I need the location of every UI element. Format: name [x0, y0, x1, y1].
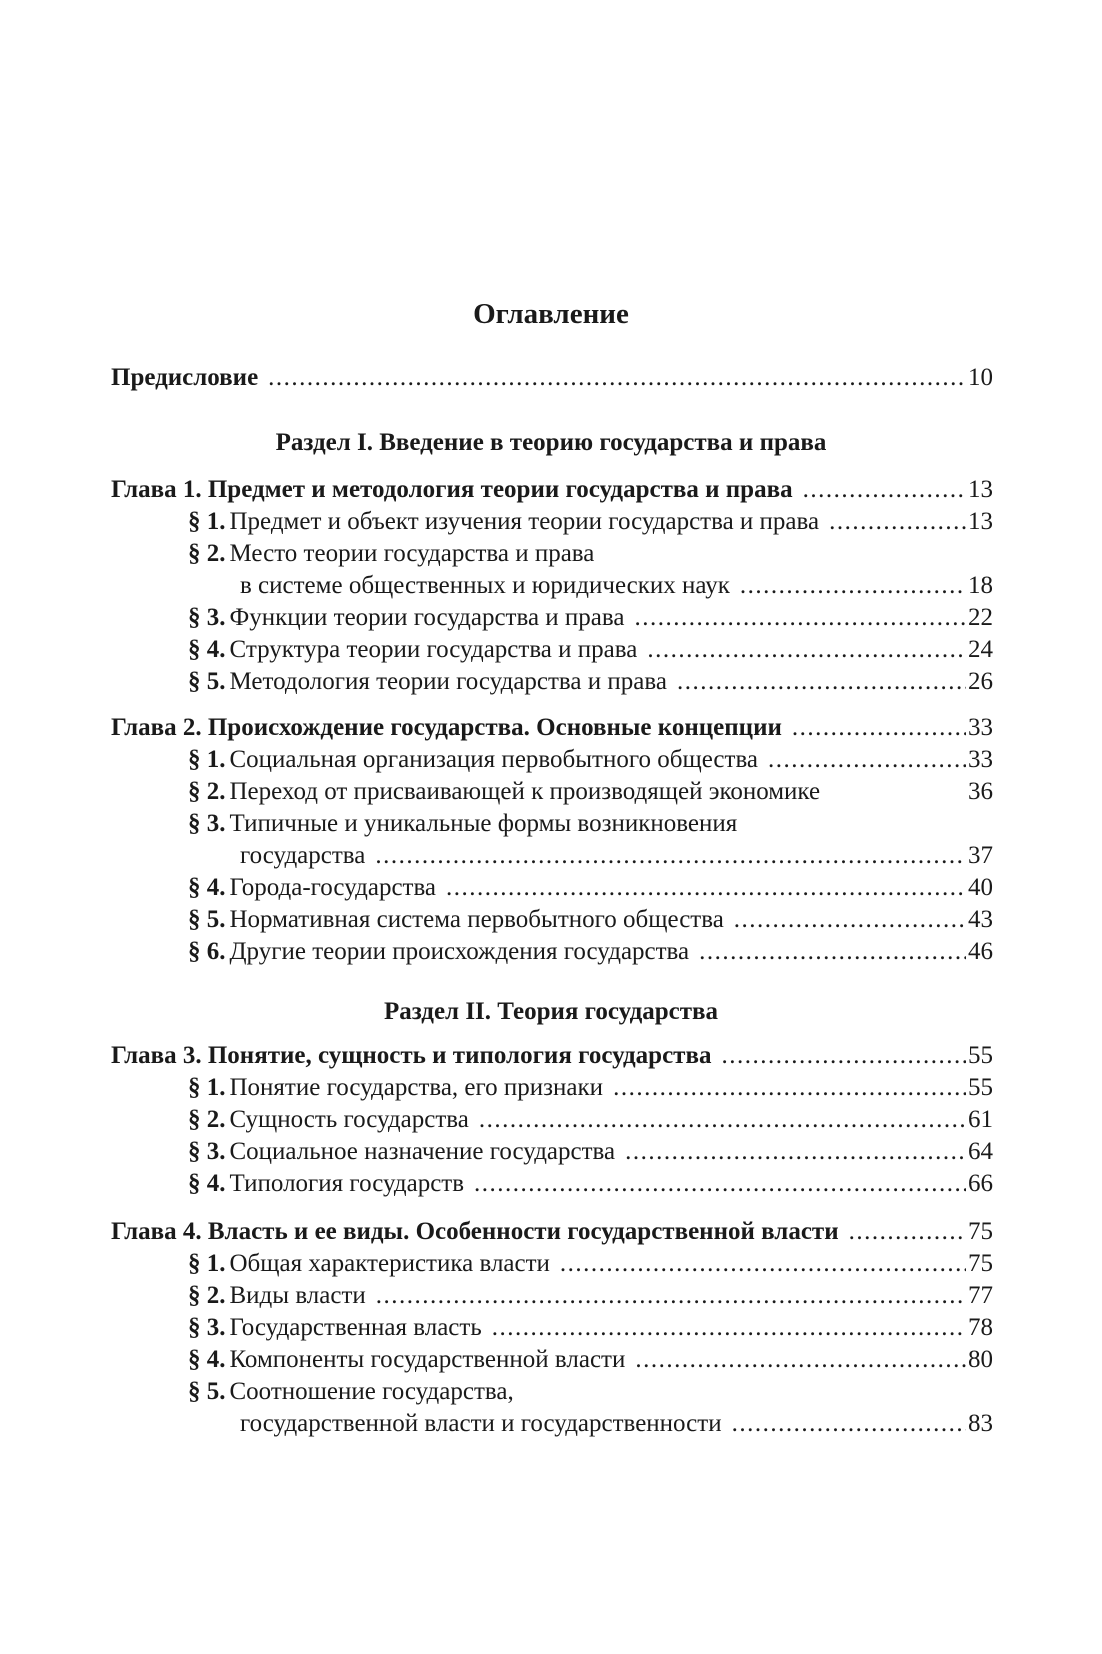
- leader-dots: [768, 744, 966, 776]
- paragraph-number: § 3.: [188, 1314, 226, 1341]
- leader-dots: [732, 1408, 966, 1440]
- leader-dots: [849, 1216, 966, 1248]
- toc-entry-4-5-cont[interactable]: [240, 1408, 993, 1440]
- leader-dots: [829, 506, 966, 538]
- entry-label: Глава 2. Происхождение государства. Основные концепции: [111, 714, 782, 741]
- paragraph-number: § 2.: [188, 1282, 226, 1309]
- section-heading-2: Раздел II. Теория государства: [383, 998, 719, 1025]
- paragraph-number: § 5.: [188, 668, 226, 695]
- entry-page: 55: [968, 1042, 993, 1069]
- paragraph-number: § 3.: [188, 810, 226, 837]
- entry-label: Понятие государства, его признаки: [229, 1074, 604, 1101]
- entry-page: 66: [968, 1170, 993, 1197]
- leader-dots: [721, 1040, 966, 1072]
- entry-label: Переход от присваивающей к производящей экономике: [229, 778, 821, 805]
- entry-page: 61: [968, 1106, 993, 1133]
- section-heading-1: Раздел I. Введение в теорию государства и права: [275, 429, 827, 456]
- entry-page: 33: [968, 746, 993, 773]
- entry-label: Глава 4. Власть и ее виды. Особенности государственной власти: [111, 1218, 839, 1245]
- paragraph-number: § 4.: [188, 1170, 226, 1197]
- entry-page: 80: [968, 1346, 993, 1373]
- entry-page: 77: [968, 1282, 993, 1309]
- toc-entry-4-4[interactable]: [188, 1344, 993, 1376]
- toc-entry-3-3[interactable]: [188, 1136, 993, 1168]
- toc-entry-2-3[interactable]: [188, 808, 993, 840]
- entry-label: Место теории государства и права: [229, 540, 595, 567]
- toc-entry-1-5[interactable]: [188, 666, 993, 698]
- entry-label: Государственная власть: [229, 1314, 482, 1341]
- leader-dots: [647, 634, 966, 666]
- leader-dots: [792, 712, 966, 744]
- leader-dots: [734, 904, 966, 936]
- entry-label: Глава 3. Понятие, сущность и типология государства: [111, 1042, 712, 1069]
- toc-entry-2-1[interactable]: [188, 744, 993, 776]
- toc-entry-4-3[interactable]: [188, 1312, 993, 1344]
- entry-page: 83: [968, 1410, 993, 1437]
- leader-dots: [625, 1136, 966, 1168]
- paragraph-number: § 4.: [188, 874, 226, 901]
- toc-entry-4-1[interactable]: [188, 1248, 993, 1280]
- toc-entry-3-4[interactable]: [188, 1168, 993, 1200]
- paragraph-number: § 5.: [188, 906, 226, 933]
- page-title: Оглавление: [473, 298, 629, 330]
- leader-dots: [446, 872, 966, 904]
- toc-entry-preface[interactable]: [111, 362, 993, 394]
- entry-page: 36: [968, 778, 993, 805]
- leader-dots: [376, 1280, 966, 1312]
- entry-label: Компоненты государственной власти: [229, 1346, 626, 1373]
- paragraph-number: § 2.: [188, 778, 226, 805]
- toc-entry-1-2-cont[interactable]: [240, 570, 993, 602]
- toc-entry-chapter-4[interactable]: [111, 1216, 993, 1248]
- entry-page: 13: [968, 476, 993, 503]
- entry-label: Предисловие: [111, 364, 259, 391]
- entry-page: 10: [968, 364, 993, 391]
- entry-page: 33: [968, 714, 993, 741]
- leader-dots: [479, 1104, 966, 1136]
- toc-entry-1-2[interactable]: [188, 538, 993, 570]
- entry-label: Социальная организация первобытного общества: [229, 746, 759, 773]
- toc-entry-2-6[interactable]: [188, 936, 993, 968]
- entry-label: Виды власти: [229, 1282, 366, 1309]
- entry-label: Другие теории происхождения государства: [229, 938, 690, 965]
- entry-label-continued: в системе общественных и юридических наук: [240, 572, 730, 599]
- paragraph-number: § 4.: [188, 1346, 226, 1373]
- entry-label: Методология теории государства и права: [229, 668, 667, 695]
- entry-label: Глава 1. Предмет и методология теории государства и права: [111, 476, 793, 503]
- paragraph-number: § 3.: [188, 1138, 226, 1165]
- toc-entry-2-2[interactable]: [188, 776, 993, 808]
- leader-dots: [375, 840, 966, 872]
- paragraph-number: § 3.: [188, 604, 226, 631]
- entry-page: 13: [968, 508, 993, 535]
- toc-entry-1-4[interactable]: [188, 634, 993, 666]
- toc-entry-chapter-1[interactable]: [111, 474, 993, 506]
- entry-page: 22: [968, 604, 993, 631]
- paragraph-number: § 1.: [188, 508, 226, 535]
- toc-entry-chapter-3[interactable]: [111, 1040, 993, 1072]
- entry-label: Структура теории государства и права: [229, 636, 638, 663]
- entry-page: 24: [968, 636, 993, 663]
- entry-page: 64: [968, 1138, 993, 1165]
- entry-label: Нормативная система первобытного общества: [229, 906, 724, 933]
- leader-dots: [635, 1344, 966, 1376]
- toc-entry-2-3-cont[interactable]: [240, 840, 993, 872]
- leader-dots: [474, 1168, 966, 1200]
- entry-label: Города-государства: [229, 874, 437, 901]
- entry-label: Функции теории государства и права: [229, 604, 625, 631]
- paragraph-number: § 2.: [188, 1106, 226, 1133]
- toc-entry-2-4[interactable]: [188, 872, 993, 904]
- leader-dots: [268, 362, 966, 394]
- toc-entry-1-1[interactable]: [188, 506, 993, 538]
- toc-entry-chapter-2[interactable]: [111, 712, 993, 744]
- leader-dots: [677, 666, 966, 698]
- leader-dots: [699, 936, 966, 968]
- entry-label: Типология государств: [229, 1170, 465, 1197]
- entry-label: Соотношение государства,: [229, 1378, 514, 1405]
- entry-label: Предмет и объект изучения теории государства и права: [229, 508, 820, 535]
- entry-page: 46: [968, 938, 993, 965]
- leader-dots: [634, 602, 966, 634]
- entry-label: Общая характеристика власти: [229, 1250, 550, 1277]
- entry-label: Типичные и уникальные формы возникновения: [229, 810, 738, 837]
- paragraph-number: § 6.: [188, 938, 226, 965]
- toc-entry-3-1[interactable]: [188, 1072, 993, 1104]
- leader-dots: [803, 474, 966, 506]
- leader-dots: [740, 570, 966, 602]
- leader-dots: [492, 1312, 966, 1344]
- paragraph-number: § 2.: [188, 540, 226, 567]
- entry-label-continued: государственной власти и государственности: [240, 1410, 722, 1437]
- leader-dots: [613, 1072, 966, 1104]
- entry-page: 18: [968, 572, 993, 599]
- toc-entry-4-2[interactable]: [188, 1280, 993, 1312]
- paragraph-number: § 1.: [188, 1074, 226, 1101]
- entry-page: 55: [968, 1074, 993, 1101]
- paragraph-number: § 1.: [188, 746, 226, 773]
- entry-page: 26: [968, 668, 993, 695]
- leader-dots: [560, 1248, 966, 1280]
- entry-page: 43: [968, 906, 993, 933]
- entry-page: 75: [968, 1218, 993, 1245]
- paragraph-number: § 1.: [188, 1250, 226, 1277]
- entry-label: Социальное назначение государства: [229, 1138, 616, 1165]
- entry-label: Сущность государства: [229, 1106, 469, 1133]
- paragraph-number: § 5.: [188, 1378, 226, 1405]
- paragraph-number: § 4.: [188, 636, 226, 663]
- entry-page: 37: [968, 842, 993, 869]
- entry-page: 75: [968, 1250, 993, 1277]
- entry-page: 40: [968, 874, 993, 901]
- entry-page: 78: [968, 1314, 993, 1341]
- toc-entry-1-3[interactable]: [188, 602, 993, 634]
- toc-entry-2-5[interactable]: [188, 904, 993, 936]
- toc-entry-3-2[interactable]: [188, 1104, 993, 1136]
- toc-entry-4-5[interactable]: [188, 1376, 993, 1408]
- entry-label-continued: государства: [240, 842, 366, 869]
